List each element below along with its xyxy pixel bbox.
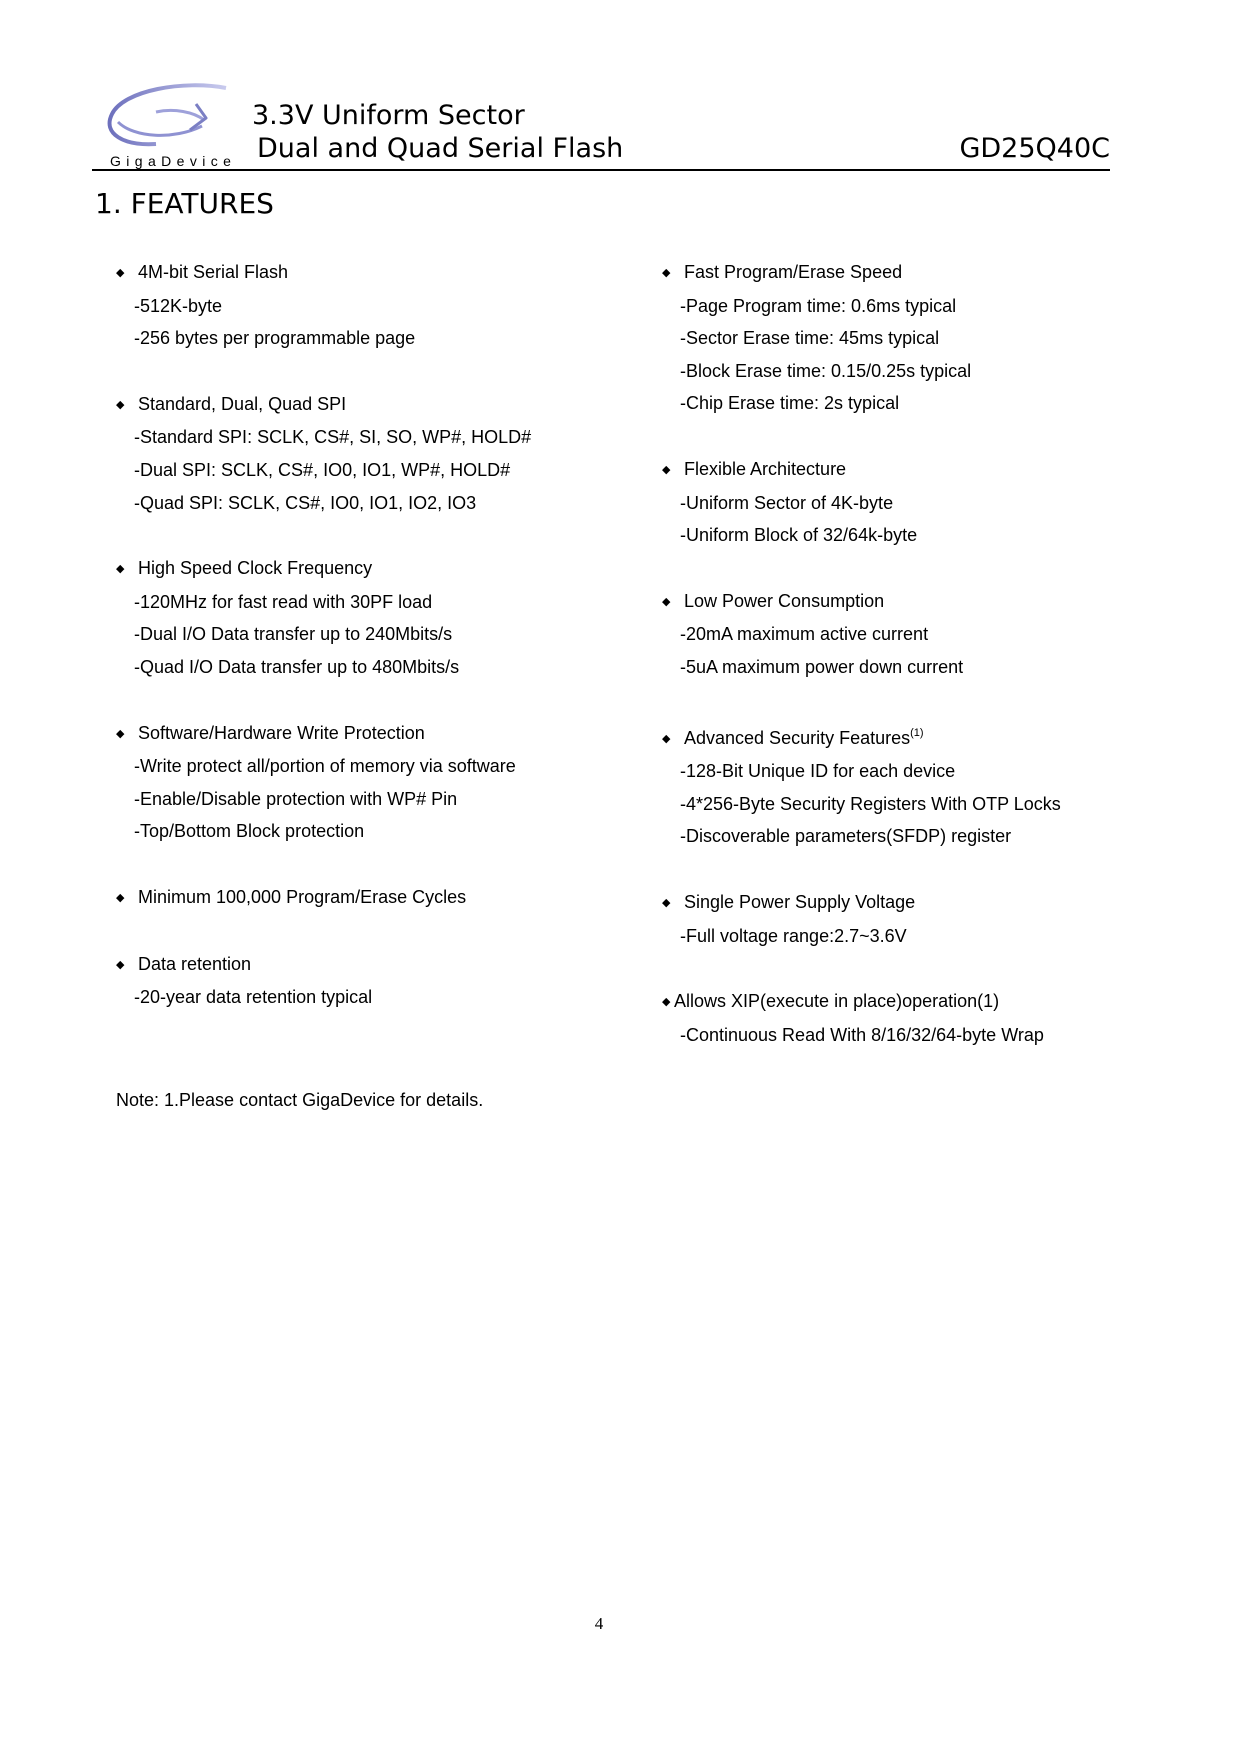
- gigadevice-logo: [104, 82, 244, 172]
- feature-detail: -Quad I/O Data transfer up to 480Mbits/s: [134, 656, 460, 677]
- footnote: Note: 1.Please contact GigaDevice for details.: [116, 1090, 484, 1110]
- feature-heading-text: Fast Program/Erase Speed: [684, 262, 903, 282]
- feature-detail: -Standard SPI: SCLK, CS#, SI, SO, WP#, HOLD#: [134, 427, 532, 448]
- feature-detail: -5uA maximum power down current: [680, 656, 964, 677]
- feature-detail: -Continuous Read With 8/16/32/64-byte Wrap: [680, 1024, 1044, 1045]
- feature-heading: [116, 948, 636, 982]
- feature-detail: -Top/Bottom Block protection: [134, 821, 365, 842]
- feature-heading: [662, 886, 1132, 920]
- feature-heading-text: Single Power Supply Voltage: [684, 891, 916, 912]
- feature-heading: [116, 881, 636, 915]
- feature-heading-text: Allows XIP(execute in place)operation(1): [674, 991, 1000, 1012]
- feature-heading-text: Data retention: [138, 953, 252, 974]
- diamond-bullet-icon: ◆: [116, 398, 125, 411]
- document-title-line2: Dual and Quad Serial Flash: [257, 133, 624, 164]
- feature-heading-text: Software/Hardware Write Protection: [138, 722, 425, 743]
- diamond-bullet-icon: ◆: [662, 595, 671, 608]
- feature-heading: [662, 585, 1132, 619]
- feature-detail: -Sector Erase time: 45ms typical: [680, 328, 940, 349]
- feature-heading-text: Advanced Security Features: [684, 727, 911, 748]
- logo-wordmark: GigaDevice: [110, 153, 237, 169]
- feature-group: [662, 585, 1132, 684]
- diamond-bullet-icon: ◆: [662, 896, 671, 909]
- feature-detail: -Dual I/O Data transfer up to 240Mbits/s: [134, 624, 453, 645]
- feature-detail: -Page Program time: 0.6ms typical: [680, 295, 957, 316]
- feature-heading: [662, 985, 1132, 1019]
- part-number: GD25Q40C: [959, 133, 1110, 164]
- feature-heading-text: Minimum 100,000 Program/Erase Cycles: [138, 886, 467, 907]
- diamond-bullet-icon: ◆: [116, 891, 125, 904]
- diamond-bullet-icon: ◆: [116, 563, 125, 576]
- diamond-bullet-icon: ◆: [116, 267, 125, 279]
- feature-detail: -Enable/Disable protection with WP# Pin: [134, 788, 458, 809]
- feature-group: [116, 717, 636, 848]
- feature-group: [662, 717, 1132, 853]
- section-title: 1. FEATURES: [95, 187, 274, 220]
- feature-detail: -Dual SPI: SCLK, CS#, IO0, IO1, WP#, HOLD#: [134, 459, 511, 480]
- feature-heading: [116, 717, 636, 751]
- feature-detail: -Discoverable parameters(SFDP) register: [680, 826, 1012, 847]
- feature-detail: -Uniform Block of 32/64k-byte: [680, 525, 918, 546]
- feature-heading: [662, 717, 1132, 756]
- footnote-marker: (1): [910, 726, 924, 739]
- feature-group: [116, 552, 636, 683]
- diamond-bullet-icon: ◆: [116, 958, 125, 971]
- feature-detail: -Write protect all/portion of memory via software: [134, 756, 516, 777]
- features-left-column: [116, 256, 636, 1047]
- diamond-bullet-icon: ◆: [662, 996, 671, 1009]
- diamond-bullet-icon: ◆: [662, 463, 671, 476]
- logo-swoosh-icon: [104, 82, 244, 162]
- features-right-column: [662, 256, 1132, 1084]
- diamond-bullet-icon: ◆: [662, 732, 671, 745]
- feature-group: [116, 256, 636, 355]
- feature-group: [116, 881, 636, 915]
- feature-detail: -20-year data retention typical: [134, 987, 373, 1008]
- feature-group: [116, 388, 636, 519]
- feature-detail: -256 bytes per programmable page: [134, 328, 416, 349]
- feature-heading-text: Low Power Consumption: [684, 590, 885, 611]
- feature-group: [662, 453, 1132, 552]
- diamond-bullet-icon: ◆: [116, 727, 125, 740]
- feature-group: [662, 985, 1132, 1051]
- feature-heading: [116, 388, 636, 422]
- document-title-line1: 3.3V Uniform Sector: [252, 100, 525, 131]
- feature-detail: -Block Erase time: 0.15/0.25s typical: [680, 360, 972, 381]
- feature-detail: -Full voltage range:2.7~3.6V: [680, 925, 907, 946]
- feature-heading: [662, 453, 1132, 487]
- feature-group: [116, 948, 636, 1014]
- header-divider: [92, 169, 1110, 171]
- feature-heading-text: 4M-bit Serial Flash: [138, 262, 289, 282]
- feature-group: [662, 886, 1132, 952]
- page-number: 4: [594, 1614, 604, 1633]
- feature-heading-text: High Speed Clock Frequency: [138, 558, 373, 579]
- feature-detail: -120MHz for fast read with 30PF load: [134, 591, 433, 612]
- feature-heading-text: Standard, Dual, Quad SPI: [138, 393, 347, 414]
- feature-detail: -Uniform Sector of 4K-byte: [680, 492, 894, 513]
- feature-group: [662, 256, 1132, 420]
- feature-heading: [662, 256, 1132, 290]
- feature-detail: -512K-byte: [134, 295, 223, 316]
- page-header: [0, 0, 1240, 175]
- feature-detail: -20mA maximum active current: [680, 624, 929, 645]
- feature-heading-text: Flexible Architecture: [684, 458, 847, 479]
- feature-heading: [116, 552, 636, 586]
- feature-detail: -4*256-Byte Security Registers With OTP Locks: [680, 793, 1061, 814]
- feature-detail: -128-Bit Unique ID for each device: [680, 761, 956, 782]
- feature-detail: -Chip Erase time: 2s typical: [680, 393, 900, 414]
- diamond-bullet-icon: ◆: [662, 267, 671, 279]
- feature-heading: [116, 256, 636, 290]
- feature-detail: -Quad SPI: SCLK, CS#, IO0, IO1, IO2, IO3: [134, 492, 477, 513]
